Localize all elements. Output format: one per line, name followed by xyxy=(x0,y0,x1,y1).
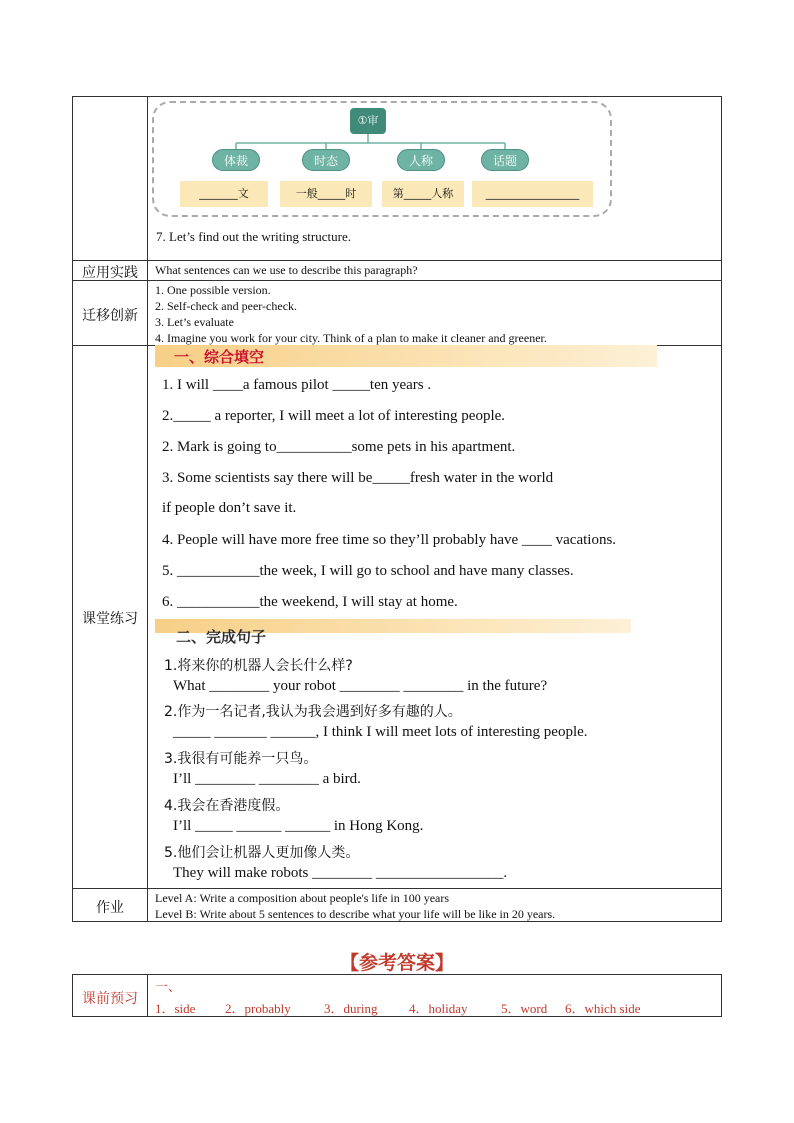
application-text: What sentences can we use to describe this paragraph? xyxy=(155,263,418,277)
section2-line-5: 3.我很有可能养一只鸟。 xyxy=(164,751,318,767)
answers-part: 一、 xyxy=(155,980,182,995)
label-homework: 作业 xyxy=(96,900,124,916)
answer-1: 1．side xyxy=(155,1001,196,1016)
mind-map-node-topic: 话题 xyxy=(481,149,529,171)
mind-map-fill-tense: 一般_____时 xyxy=(280,181,372,207)
answer-4: 4．holiday xyxy=(409,1001,468,1016)
mind-map-fill-person: 第_____人称 xyxy=(382,181,464,207)
answer-5: 5．word xyxy=(501,1001,548,1016)
step-7-text: 7. Let’s find out the writing structure. xyxy=(156,229,351,244)
section2-line-6: I’ll ________ ________ a bird. xyxy=(173,771,361,787)
section1-line-3: 2. Mark is going to__________some pets in his apartment. xyxy=(162,439,516,455)
section1-line-2: 2._____ a reporter, I will meet a lot of interesting people. xyxy=(162,408,506,424)
section1-line-6: 4. People will have more free time so they’ll probably have ____ vacations. xyxy=(162,532,617,548)
answers-label: 课前预习 xyxy=(82,991,138,1007)
section2-line-8: I’ll _____ ______ ______ in Hong Kong. xyxy=(173,818,424,834)
section2-line-4: _____ _______ ______, I think I will meet lots of interesting people. xyxy=(173,724,588,740)
label-application: 应用实践 xyxy=(82,265,138,281)
transfer-item-3: 3. Let’s evaluate xyxy=(155,315,234,329)
mind-map-node-tense: 时态 xyxy=(302,149,350,171)
label-practice: 课堂练习 xyxy=(82,611,138,627)
mind-map-node-person: 人称 xyxy=(397,149,445,171)
section1-line-8: 6. ___________the weekend, I will stay at home. xyxy=(162,594,458,610)
section2-line-2: What ________ your robot ________ ________ in the future? xyxy=(173,678,548,694)
answer-6: 6．which side xyxy=(565,1001,641,1016)
section2-title: 二、完成句子 xyxy=(176,628,267,646)
mind-map-fill-topic: _________________ xyxy=(472,181,593,207)
transfer-item-2: 2. Self-check and peer-check. xyxy=(155,299,298,313)
section2-line-7: 4.我会在香港度假。 xyxy=(164,798,290,814)
transfer-item-4: 4. Imagine you work for your city. Think of a plan to make it cleaner and greener. xyxy=(155,331,547,345)
section1-title: 一、综合填空 xyxy=(174,348,265,366)
section1-line-1: 1. I will ____a famous pilot _____ten years . xyxy=(162,377,432,393)
label-transfer: 迁移创新 xyxy=(82,308,138,324)
answer-3: 3．during xyxy=(324,1001,378,1016)
homework-level-b: Level B: Write about 5 sentences to describe what your life will be like in 20 years. xyxy=(155,907,556,921)
mind-map-node-genre: 体裁 xyxy=(212,149,260,171)
section2-line-3: 2.作为一名记者,我认为我会遇到好多有趣的人。 xyxy=(164,704,462,720)
section1-line-4: 3. Some scientists say there will be_____fresh water in the world xyxy=(162,470,554,486)
section1-line-5: if people don’t save it. xyxy=(162,500,297,516)
answer-2: 2．probably xyxy=(225,1001,291,1016)
homework-level-a: Level A: Write a composition about people's life in 100 years xyxy=(155,891,450,905)
section2-line-9: 5.他们会让机器人更加像人类。 xyxy=(164,845,360,861)
mind-map-root: ①审 xyxy=(350,108,386,134)
answers-heading: 【参考答案】 xyxy=(339,952,454,974)
section1-line-7: 5. ___________the week, I will go to school and have many classes. xyxy=(162,563,574,579)
section2-line-1: 1.将来你的机器人会长什么样? xyxy=(164,658,353,674)
transfer-item-1: 1. One possible version. xyxy=(155,283,271,297)
section2-line-10: They will make robots ________ _________________. xyxy=(173,865,508,881)
mind-map-fill-genre: _______文 xyxy=(180,181,268,207)
